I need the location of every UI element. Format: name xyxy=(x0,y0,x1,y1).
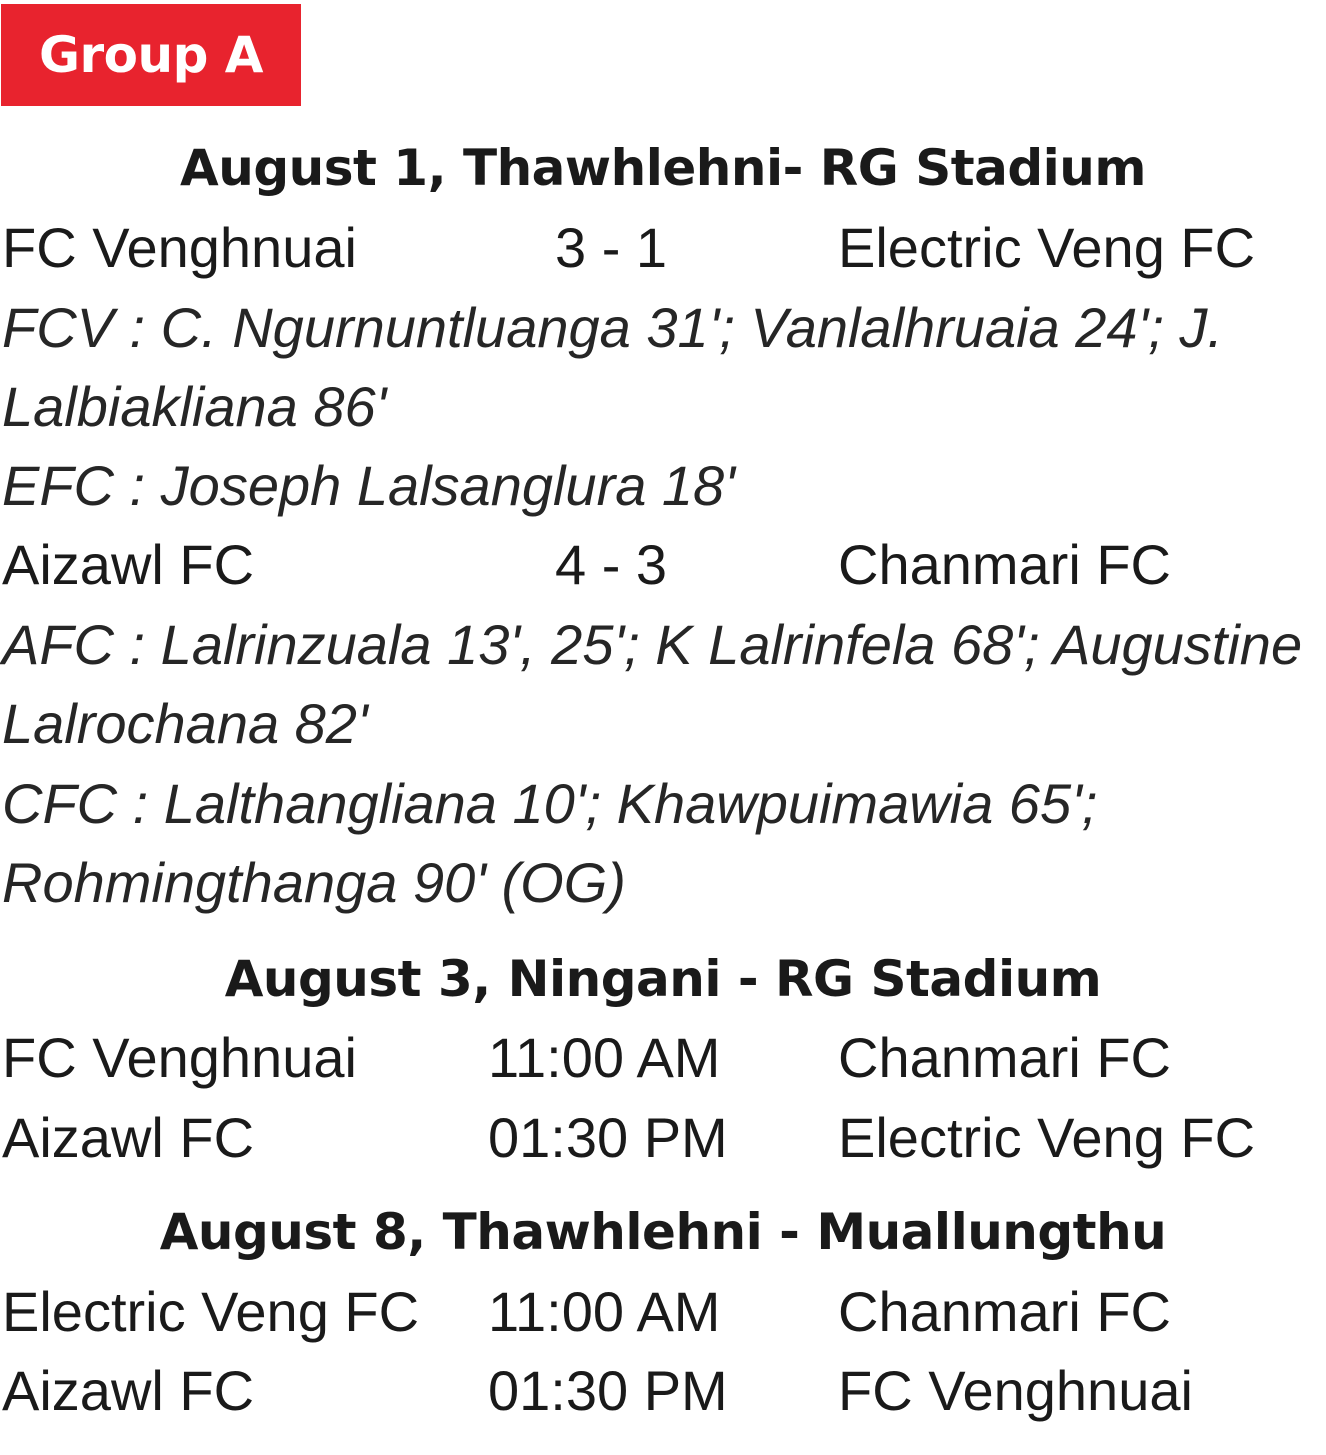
match-row-fixture xyxy=(0,1351,1326,1431)
away-team: Chanmari FC xyxy=(838,533,1171,596)
kickoff-time: 11:00 AM xyxy=(488,1026,721,1089)
home-team: FC Venghnuai xyxy=(2,216,357,279)
home-team: FC Venghnuai xyxy=(2,1026,357,1089)
away-team: Chanmari FC xyxy=(838,1026,1171,1089)
away-team: FC Venghnuai xyxy=(838,1359,1193,1422)
match-row-result xyxy=(0,208,1326,288)
home-team: Aizawl FC xyxy=(2,533,255,596)
match-row-fixture xyxy=(0,1018,1326,1098)
match-score: 4 - 3 xyxy=(555,533,668,596)
home-team: Aizawl FC xyxy=(2,1106,255,1169)
section-heading-aug-3: August 3, Ningani - RG Stadium xyxy=(224,950,1102,1008)
match-score: 3 - 1 xyxy=(555,216,668,279)
kickoff-time: 01:30 PM xyxy=(488,1106,728,1169)
kickoff-time: 11:00 AM xyxy=(488,1280,721,1343)
away-team: Electric Veng FC xyxy=(838,216,1256,279)
group-badge: Group A xyxy=(1,4,301,106)
match-row-result xyxy=(0,525,1326,605)
goal-scorers-home: AFC : Lalrinzuala 13', 25'; K Lalrinfela 68'; Augustine Lalrochana 82' xyxy=(2,613,1303,755)
section-heading-aug-1: August 1, Thawhlehni- RG Stadium xyxy=(180,139,1146,197)
home-team: Aizawl FC xyxy=(2,1359,255,1422)
match-row-fixture xyxy=(0,1098,1326,1178)
home-team: Electric Veng FC xyxy=(2,1280,420,1343)
section-heading-aug-8: August 8, Thawhlehni - Muallungthu xyxy=(159,1203,1167,1261)
away-team: Electric Veng FC xyxy=(838,1106,1256,1169)
kickoff-time: 01:30 PM xyxy=(488,1359,728,1422)
goal-scorers-away: EFC : Joseph Lalsanglura 18' xyxy=(2,454,735,517)
away-team: Chanmari FC xyxy=(838,1280,1171,1343)
goal-scorers-home: FCV : C. Ngurnuntluanga 31'; Vanlalhruaia 24'; J. Lalbiakliana 86' xyxy=(2,296,1223,438)
match-row-fixture xyxy=(0,1272,1326,1352)
goal-scorers-away: CFC : Lalthangliana 10'; Khawpuimawia 65'; Rohmingthanga 90' (OG) xyxy=(2,772,1098,914)
